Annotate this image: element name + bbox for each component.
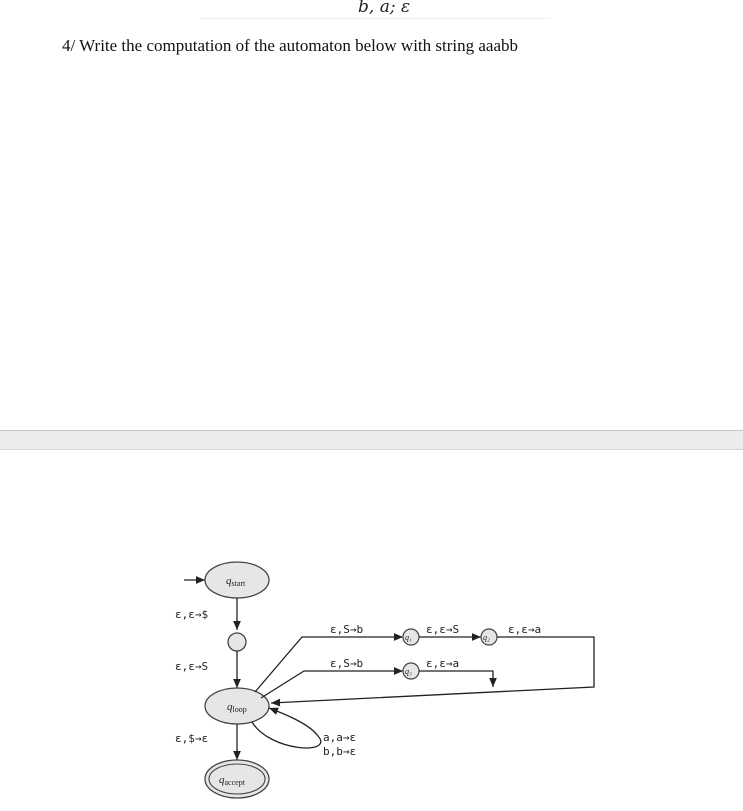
label-push-S: ε,ε→S (175, 660, 209, 673)
fragment-transition-label: b, a; ε (358, 0, 411, 17)
state-q-accept-label: q (219, 774, 225, 786)
state-q-loop (205, 688, 269, 724)
label-rule1-third: ε,ε→a (508, 623, 542, 636)
edge-q3-to-merge (419, 671, 493, 687)
state-q-accept (205, 760, 269, 798)
label-rule2-second: ε,ε→a (426, 657, 460, 670)
label-rule2-first: ε,S→b (330, 657, 364, 670)
label-self-loop-b: b,b→ε (323, 745, 357, 758)
state-q-start-sub: start (231, 579, 246, 588)
label-pop-dollar: ε,$→ε (175, 732, 209, 745)
question-text: 4/ Write the computation of the automaton below with string aaabb (62, 36, 519, 55)
state-q-accept-sub: accept (224, 778, 245, 787)
state-q3-label: q₃ (405, 667, 412, 676)
state-q1-label: q₁ (405, 633, 412, 642)
label-self-loop-a: a,a→ε (323, 731, 357, 744)
state-intermediate (228, 633, 246, 651)
state-q-loop-label: q (227, 701, 233, 713)
fragment-divider (200, 18, 550, 19)
label-init-push-dollar: ε,ε→$ (175, 608, 209, 621)
state-q-start (205, 562, 269, 598)
label-rule1-first: ε,S→b (330, 623, 364, 636)
pda-state-diagram (0, 540, 743, 811)
state-q-loop-sub: loop (232, 705, 247, 714)
previous-question-fragment (0, 0, 743, 20)
section-separator (0, 430, 743, 450)
label-rule1-second: ε,ε→S (426, 623, 460, 636)
state-q-start-label: q (226, 575, 232, 587)
edge-loop-to-q1 (255, 637, 403, 692)
edge-q2-back-to-loop (271, 637, 594, 703)
edge-loop-to-q3 (261, 671, 403, 698)
state-q2-label: q₂ (483, 633, 490, 642)
